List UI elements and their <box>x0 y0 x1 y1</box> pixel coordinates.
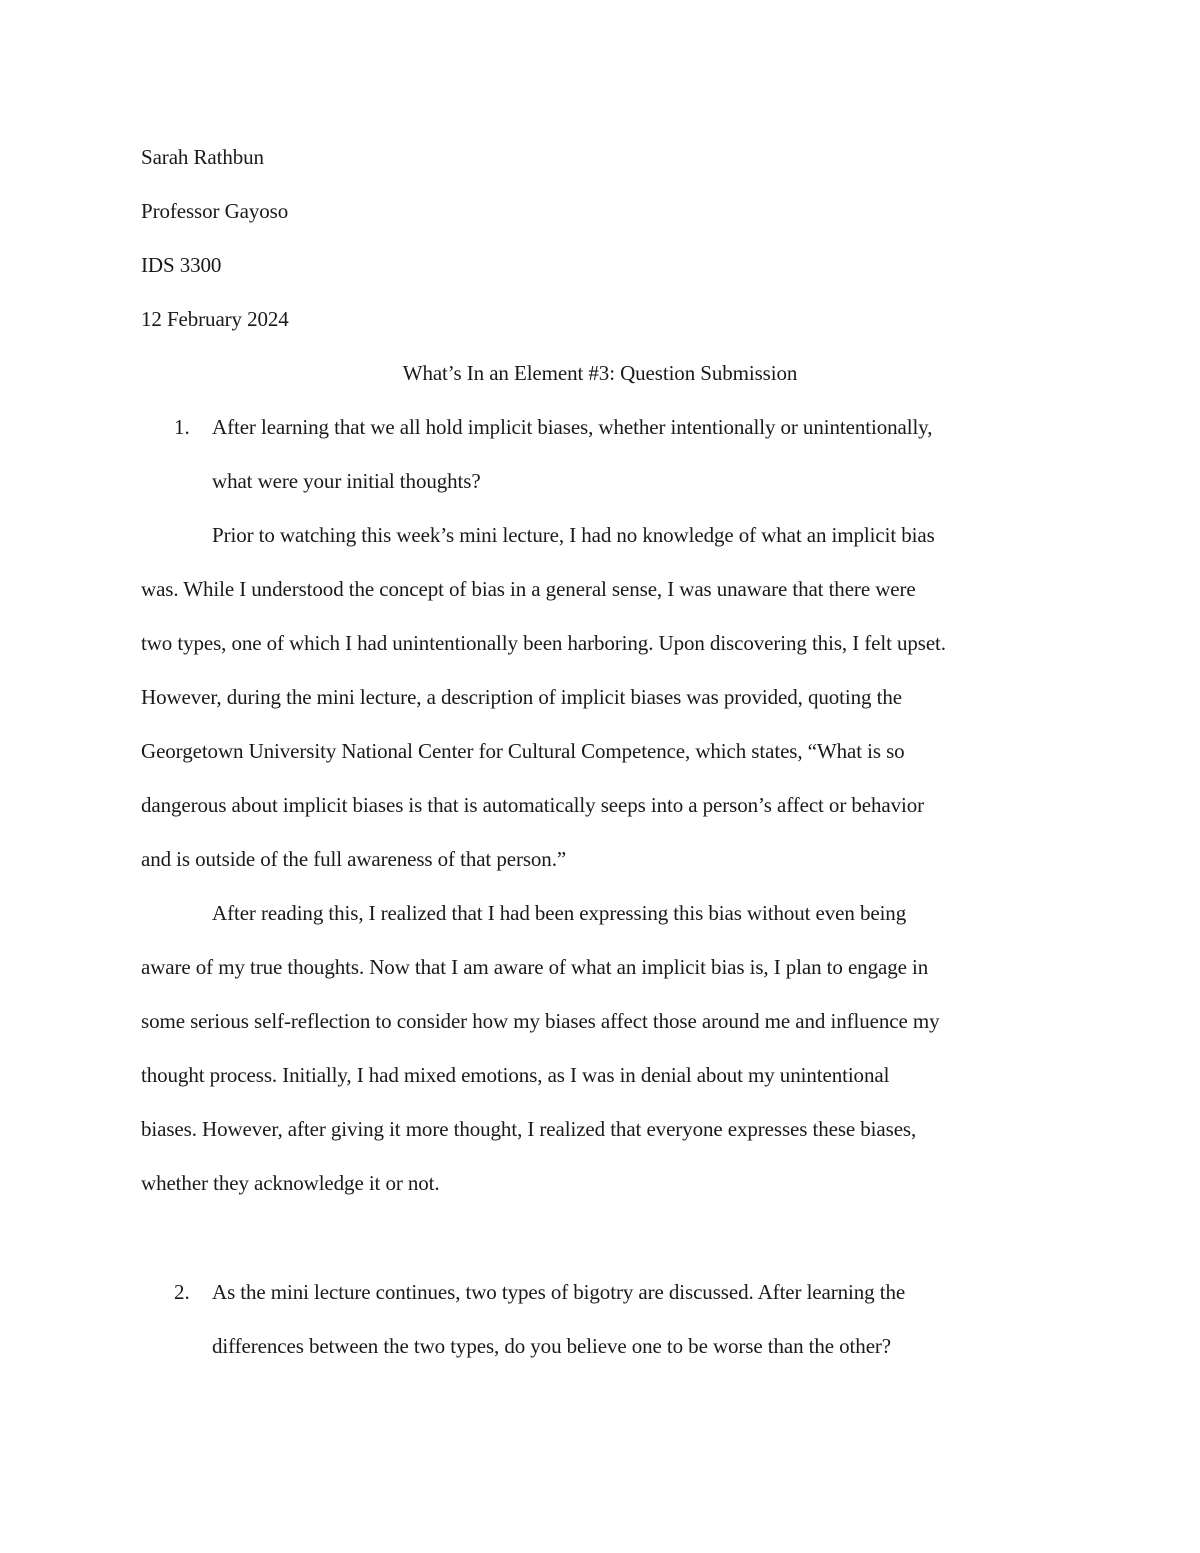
answer-1-p1-line-7: and is outside of the full awareness of that person.” <box>141 847 567 871</box>
submission-date: 12 February 2024 <box>141 307 289 331</box>
answer-1-p2-line-5: biases. However, after giving it more thought, I realized that everyone expresses these biases, <box>141 1117 917 1141</box>
document-title: What’s In an Element #3: Question Submission <box>402 361 798 385</box>
answer-1-p2-line-1: After reading this, I realized that I had been expressing this bias without even being <box>212 901 907 925</box>
answer-1-p1-line-1: Prior to watching this week’s mini lecture, I had no knowledge of what an implicit bias <box>212 523 935 547</box>
answer-1-p1-line-3: two types, one of which I had unintentionally been harboring. Upon discovering this, I felt upset. <box>141 631 946 655</box>
student-name: Sarah Rathbun <box>141 145 264 169</box>
course-code: IDS 3300 <box>141 253 222 277</box>
question-1-line-1: After learning that we all hold implicit biases, whether intentionally or unintentionally, <box>212 415 933 439</box>
question-2-line-1: As the mini lecture continues, two types of bigotry are discussed. After learning the <box>212 1280 906 1304</box>
answer-1-p2-line-6: whether they acknowledge it or not. <box>141 1171 440 1195</box>
question-2-line-2: differences between the two types, do you believe one to be worse than the other? <box>212 1334 892 1358</box>
question-1-number: 1. <box>174 415 190 439</box>
question-1-line-2: what were your initial thoughts? <box>212 469 481 493</box>
answer-1-p1-line-6: dangerous about implicit biases is that is automatically seeps into a person’s affect or behavior <box>141 793 925 817</box>
answer-1-p1-line-4: However, during the mini lecture, a description of implicit biases was provided, quoting the <box>141 685 902 709</box>
answer-1-p2-line-2: aware of my true thoughts. Now that I am aware of what an implicit bias is, I plan to engage in <box>141 955 929 979</box>
question-2-number: 2. <box>174 1280 190 1304</box>
professor-name: Professor Gayoso <box>141 199 289 223</box>
answer-1-p1-line-2: was. While I understood the concept of bias in a general sense, I was unaware that there were <box>141 577 916 601</box>
answer-1-p1-line-5: Georgetown University National Center for Cultural Competence, which states, “What is so <box>141 739 905 763</box>
answer-1-p2-line-3: some serious self-reflection to consider how my biases affect those around me and influence my <box>141 1009 940 1033</box>
answer-1-p2-line-4: thought process. Initially, I had mixed emotions, as I was in denial about my unintentional <box>141 1063 890 1087</box>
